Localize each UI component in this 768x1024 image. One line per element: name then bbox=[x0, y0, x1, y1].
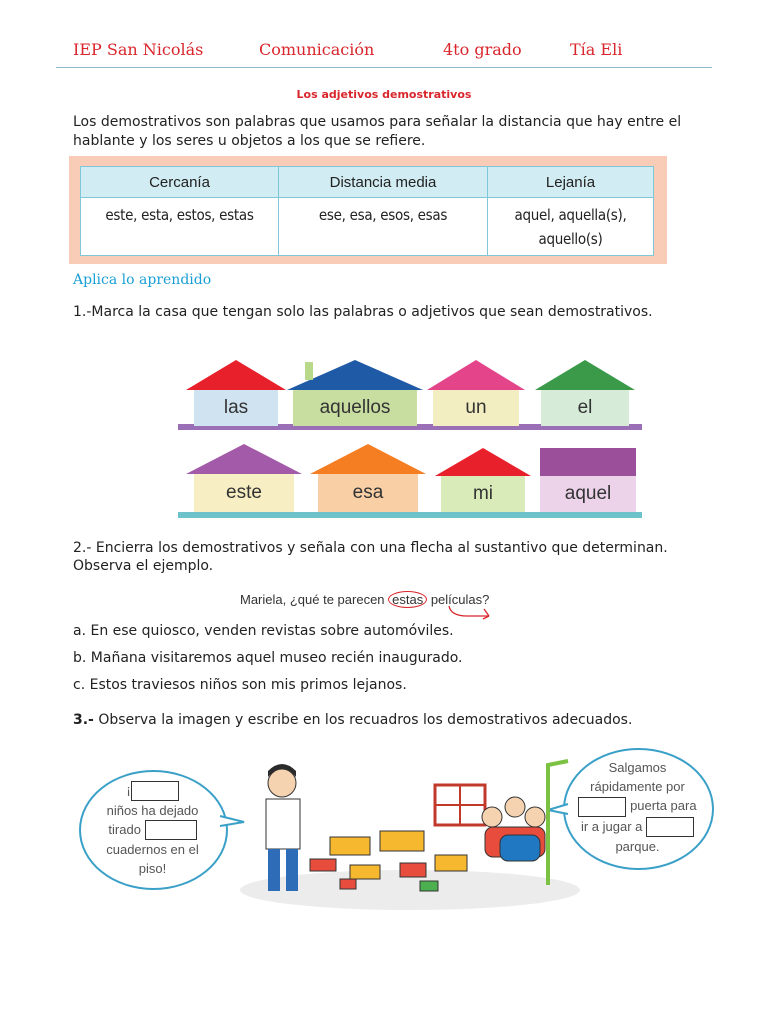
house-un[interactable] bbox=[427, 360, 525, 426]
house-aquellos[interactable] bbox=[287, 360, 423, 426]
house-label-el: el bbox=[541, 390, 629, 426]
right-bubble-text bbox=[570, 758, 705, 856]
house-mi[interactable] bbox=[435, 448, 531, 512]
cell-lejania: aquel, aquella(s), aquello(s) bbox=[488, 198, 654, 256]
example-before: Mariela, ¿qué te parecen bbox=[240, 592, 389, 607]
section-title: Aplica lo aprendido bbox=[73, 272, 212, 288]
example-circled-word: estas bbox=[388, 591, 427, 608]
right-bubble-line1: Salgamos bbox=[608, 760, 667, 775]
classroom-illustration bbox=[230, 755, 590, 915]
house-aquel[interactable] bbox=[536, 448, 640, 512]
answer-box-2[interactable] bbox=[145, 820, 197, 840]
question-3-text: Observa la imagen y escribe en los recuadros los demostrativos adecuados. bbox=[93, 712, 633, 728]
house-label-aquel: aquel bbox=[540, 476, 636, 512]
house-label-esa: esa bbox=[318, 474, 418, 512]
item-c: c. Estos traviesos niños son mis primos lejanos. bbox=[73, 677, 407, 693]
right-bubble-line2: rápidamente por bbox=[590, 779, 685, 794]
right-bubble-line4: ir a jugar a bbox=[570, 817, 705, 838]
left-bubble-line4: cuadernos en el bbox=[106, 842, 199, 858]
cell-distancia-media: ese, esa, esos, esas bbox=[279, 198, 488, 256]
cell-cercania: este, esta, estos, estas bbox=[81, 198, 279, 256]
demonstratives-table-frame bbox=[69, 156, 667, 264]
question-3-number: 3.- bbox=[73, 712, 94, 728]
question-1: 1.-Marca la casa que tengan solo las palabras o adjetivos que sean demostrativos. bbox=[73, 304, 653, 320]
example-arrow bbox=[447, 604, 497, 620]
page-title: Los adjetivos demostrativos bbox=[296, 88, 472, 101]
house-label-un: un bbox=[433, 390, 519, 426]
chimney bbox=[305, 362, 313, 380]
example-after: películas? bbox=[427, 592, 490, 607]
subject-name: Comunicación bbox=[259, 40, 375, 59]
left-bubble-line3: tirado bbox=[85, 820, 220, 841]
demonstratives-table bbox=[80, 166, 654, 256]
house-label-mi: mi bbox=[441, 476, 525, 512]
header-lejania: Lejanía bbox=[488, 167, 654, 198]
intro-text: Los demostrativos son palabras que usamos para señalar la distancia que hay entre el hablante y los seres u objetos a los que se refiere. bbox=[73, 114, 682, 149]
school-name: IEP San Nicolás bbox=[73, 40, 204, 59]
header-distancia-media: Distancia media bbox=[279, 167, 488, 198]
left-bubble-line2: niños ha dejado bbox=[106, 802, 199, 818]
house-las[interactable] bbox=[186, 360, 286, 426]
left-bubble-line5: piso! bbox=[138, 861, 167, 877]
left-bubble-line1: ¡ bbox=[85, 780, 220, 801]
answer-box-4[interactable] bbox=[646, 817, 694, 837]
house-el[interactable] bbox=[535, 360, 635, 426]
header-cercania: Cercanía bbox=[81, 167, 279, 198]
right-bubble-line3: puerta para bbox=[570, 796, 705, 817]
question-2-line2: Observa el ejemplo. bbox=[73, 558, 214, 574]
right-bubble-line5: parque. bbox=[615, 839, 660, 855]
house-este[interactable] bbox=[186, 444, 302, 512]
house-label-las: las bbox=[194, 390, 278, 426]
grade-label: 4to grado bbox=[443, 40, 522, 59]
question-3 bbox=[73, 711, 632, 730]
house-label-este: este bbox=[194, 474, 294, 512]
left-bubble-text bbox=[85, 780, 220, 878]
answer-box-1[interactable] bbox=[131, 781, 179, 801]
header-divider bbox=[56, 67, 712, 68]
house-esa[interactable] bbox=[310, 444, 426, 512]
question-2-line1: 2.- Encierra los demostrativos y señala con una flecha al sustantivo que determinan. bbox=[73, 540, 668, 556]
item-a: a. En ese quiosco, venden revistas sobre automóviles. bbox=[73, 623, 454, 639]
item-b: b. Mañana visitaremos aquel museo recién inaugurado. bbox=[73, 650, 463, 666]
teacher-name: Tía Eli bbox=[570, 40, 623, 59]
house-label-aquellos: aquellos bbox=[293, 390, 417, 426]
shelf-bottom bbox=[178, 512, 642, 518]
